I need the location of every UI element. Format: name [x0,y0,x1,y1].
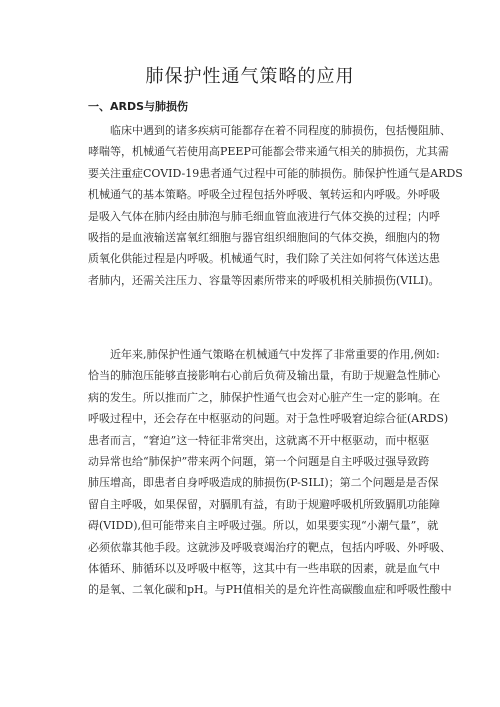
paragraph-line: 患者而言，“窘迫”这一特征非常突出，这就离不开中枢驱动，而中枢驱 [88,433,430,447]
paragraph-2 [88,344,452,601]
paragraph-line: 是吸入气体在肺内经由肺泡与肺毛细血管血液进行气体交换的过程；内呼 [88,209,440,223]
paragraph-line: 吸指的是血液输送富氧红细胞与器官组织细胞间的气体交换，细胞内的物 [88,230,440,244]
paragraph-line: 呼吸过程中，还会存在中枢驱动的问题。对于急性呼吸窘迫综合征(ARDS) [88,412,449,426]
paragraph-line: 者肺内，还需关注压力、容量等因素所带来的呼吸机相关肺损伤(VILI)。 [88,273,440,287]
document-title: 肺保护性通气策略的应用 [145,66,355,87]
paragraph-line: 恰当的肺泡压能够直接影响右心前后负荷及输出量，有助于规避急性肺心 [88,369,440,383]
paragraph-line: 的是氧、二氧化碳和pH。与PH值相关的是允许性高碳酸血症和呼吸性酸中 [88,583,452,597]
paragraph-line: 留自主呼吸，如果保留，对膈肌有益，有助于规避呼吸机所致膈肌功能障 [88,497,440,511]
section-heading: 一、ARDS与肺损伤 [88,100,189,113]
paragraph-1 [88,120,463,291]
paragraph-line: 临床中遇到的诸多疾病可能都存在着不同程度的肺损伤，包括慢阻肺、 [88,124,451,137]
paragraph-line: 近年来,肺保护性通气策略在机械通气中发挥了非常重要的作用,例如: [88,348,440,361]
paragraph-line: 质氧化供能过程是内呼吸。机械通气时，我们除了关注如何将气体送达患 [88,252,440,266]
paragraph-line: 必须依靠其他手段。这就涉及呼吸衰竭治疗的靶点，包括内呼吸、外呼吸、 [88,540,451,554]
paragraph-line: 体循环、肺循环以及呼吸中枢等，这其中有一些串联的因素，就是血气中 [88,561,440,575]
paragraph-line: 病的发生。所以推而广之，肺保护性通气也会对心脏产生一定的影响。在 [88,390,440,404]
paragraph-line: 动异常也给“肺保护”带来两个问题，第一个问题是自主呼吸过强导致跨 [88,454,430,468]
paragraph-line: 哮喘等，机械通气若使用高PEEP可能都会带来通气相关的肺损伤，尤其需 [88,145,449,159]
paragraph-line: 机械通气的基本策略。呼吸全过程包括外呼吸、氧转运和内呼吸。外呼吸 [88,188,440,202]
paragraph-line: 要关注重症COVID-19患者通气过程中可能的肺损伤。肺保护性通气是ARDS [88,166,463,180]
paragraph-line: 肺压增高，即患者自身呼吸造成的肺损伤(P-SILI)；第二个问题是是否保 [88,476,439,490]
paragraph-line: 碍(VIDD),但可能带来自主呼吸过强。所以，如果要实现“小潮气量”，就 [88,519,439,533]
